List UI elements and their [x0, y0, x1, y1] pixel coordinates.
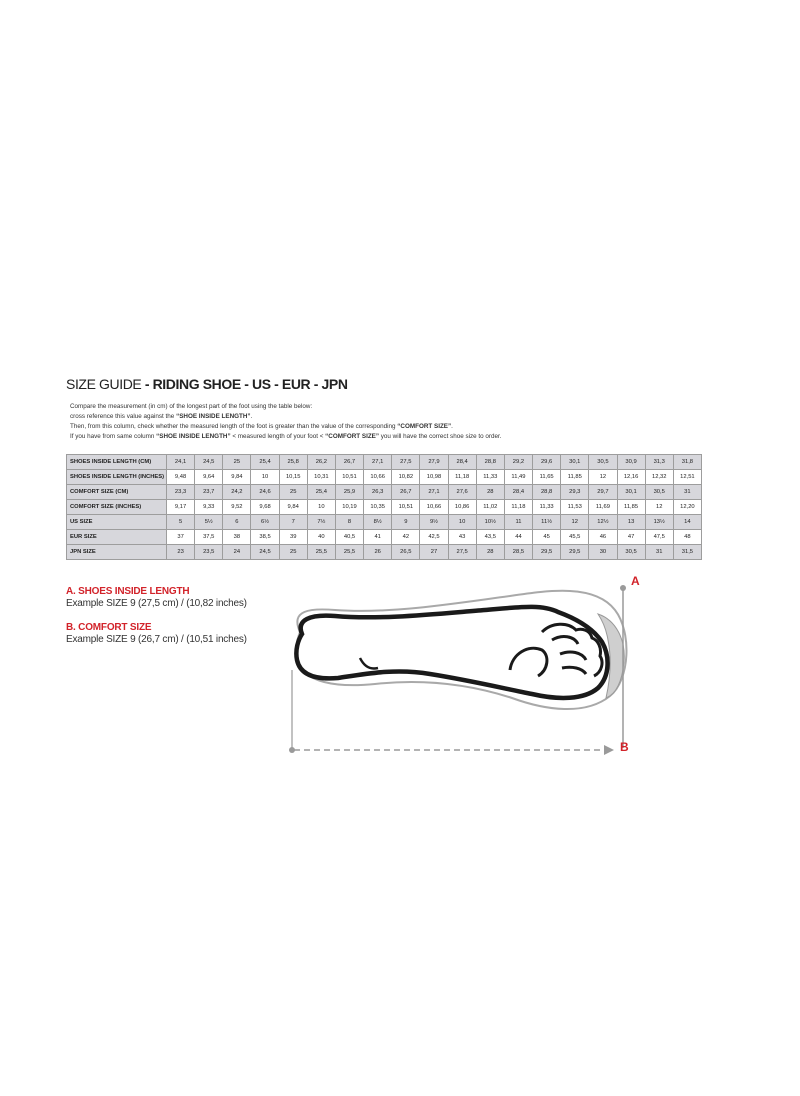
table-row	[67, 545, 702, 560]
instruction-line-4	[70, 432, 502, 442]
table-cell: 31	[673, 485, 701, 500]
table-cell: 30	[589, 545, 617, 560]
table-cell: 29,5	[533, 545, 561, 560]
table-cell: 9,17	[167, 500, 195, 515]
table-cell: 43	[448, 530, 476, 545]
table-cell: 9,48	[167, 470, 195, 485]
page-title	[66, 376, 348, 392]
table-cell: 10,31	[307, 470, 335, 485]
table-cell: 7	[279, 515, 307, 530]
legend-a	[66, 586, 247, 609]
table-cell: 27,6	[448, 485, 476, 500]
row-header: COMFORT SIZE (INCHES)	[67, 500, 167, 515]
table-cell: 23,5	[195, 545, 223, 560]
row-header: SHOES INSIDE LENGTH (CM)	[67, 455, 167, 470]
table-cell: 12,51	[673, 470, 701, 485]
guide-dot-a	[620, 585, 626, 591]
table-cell: 26,7	[335, 455, 363, 470]
instruction-emphasis: “COMFORT SIZE”	[397, 423, 452, 430]
table-cell: 24,2	[223, 485, 251, 500]
table-cell: 11,69	[589, 500, 617, 515]
table-cell: 27,1	[420, 485, 448, 500]
table-cell: 9,33	[195, 500, 223, 515]
instruction-line-1: Compare the measurement (in cm) of the longest part of the foot using the table below:	[70, 403, 313, 410]
table-cell: 12	[589, 470, 617, 485]
table-cell: 11,33	[533, 500, 561, 515]
table-cell: 30,5	[589, 455, 617, 470]
instruction-line-3	[70, 422, 502, 432]
table-cell: 10,35	[364, 500, 392, 515]
table-cell: 6½	[251, 515, 279, 530]
table-cell: 9,84	[223, 470, 251, 485]
table-cell: 10,19	[335, 500, 363, 515]
table-cell: 12,32	[645, 470, 673, 485]
table-cell: 31,8	[673, 455, 701, 470]
table-cell: 11,65	[533, 470, 561, 485]
table-row	[67, 485, 702, 500]
table-cell: 11,53	[561, 500, 589, 515]
table-cell: 38	[223, 530, 251, 545]
table-cell: 26,7	[392, 485, 420, 500]
table-row	[67, 515, 702, 530]
table-cell: 47	[617, 530, 645, 545]
table-cell: 41	[364, 530, 392, 545]
table-cell: 40	[307, 530, 335, 545]
table-cell: 10,51	[335, 470, 363, 485]
row-header: JPN SIZE	[67, 545, 167, 560]
table-cell: 28,5	[504, 545, 532, 560]
row-header: COMFORT SIZE (CM)	[67, 485, 167, 500]
table-cell: 10	[448, 515, 476, 530]
table-cell: 25,4	[307, 485, 335, 500]
table-cell: 29,2	[504, 455, 532, 470]
instruction-emphasis: “SHOE INSIDE LENGTH”	[156, 433, 231, 440]
table-cell: 28,4	[448, 455, 476, 470]
title-rest: - RIDING SHOE - US - EUR - JPN	[141, 376, 348, 392]
table-cell: 26,2	[307, 455, 335, 470]
table-cell: 30,5	[617, 545, 645, 560]
instruction-text: you will have the correct shoe size to order.	[379, 433, 502, 440]
instruction-emphasis: “SHOE INSIDE LENGTH”	[176, 413, 251, 420]
size-table	[66, 454, 702, 560]
table-cell: 25	[223, 455, 251, 470]
table-cell: 25,9	[335, 485, 363, 500]
table-cell: 11,33	[476, 470, 504, 485]
table-cell: 10	[251, 470, 279, 485]
table-cell: 25,8	[279, 455, 307, 470]
table-cell: 29,3	[561, 485, 589, 500]
table-row	[67, 470, 702, 485]
table-cell: 13	[617, 515, 645, 530]
instruction-text: Then, from this column, check whether the measured length of the foot is greater than the value of the corresponding	[70, 423, 398, 430]
table-cell: 13½	[645, 515, 673, 530]
table-cell: 29,6	[533, 455, 561, 470]
table-cell: 10	[307, 500, 335, 515]
table-cell: 24,5	[251, 545, 279, 560]
table-cell: 25,5	[307, 545, 335, 560]
table-cell: 27,1	[364, 455, 392, 470]
table-cell: 24,1	[167, 455, 195, 470]
table-cell: 10,15	[279, 470, 307, 485]
table-cell: 27,9	[420, 455, 448, 470]
marker-a: A	[631, 574, 640, 588]
table-cell: 24,5	[195, 455, 223, 470]
table-cell: 12½	[589, 515, 617, 530]
table-cell: 10,86	[448, 500, 476, 515]
instruction-line-2	[70, 412, 502, 422]
table-cell: 43,5	[476, 530, 504, 545]
table-cell: 24,6	[251, 485, 279, 500]
table-cell: 12	[561, 515, 589, 530]
table-cell: 42,5	[420, 530, 448, 545]
table-cell: 30,1	[617, 485, 645, 500]
table-cell: 8½	[364, 515, 392, 530]
title-lead: SIZE GUIDE	[66, 376, 142, 392]
foot-in-shoe-outline-icon	[280, 570, 650, 770]
table-cell: 45,5	[561, 530, 589, 545]
table-cell: 27,5	[448, 545, 476, 560]
table-cell: 11,18	[448, 470, 476, 485]
table-row	[67, 455, 702, 470]
instructions	[70, 402, 502, 442]
marker-b: B	[620, 740, 629, 754]
instruction-text: < measured length of your foot <	[230, 433, 326, 440]
table-cell: 48	[673, 530, 701, 545]
table-cell: 23	[167, 545, 195, 560]
table-cell: 11,02	[476, 500, 504, 515]
instruction-text: cross reference this value against the	[70, 413, 177, 420]
table-cell: 11,49	[504, 470, 532, 485]
table-cell: 37,5	[195, 530, 223, 545]
table-cell: 26	[364, 545, 392, 560]
table-cell: 10,98	[420, 470, 448, 485]
table-cell: 9,52	[223, 500, 251, 515]
table-cell: 10,66	[364, 470, 392, 485]
table-cell: 10,51	[392, 500, 420, 515]
legend-a-title: A. SHOES INSIDE LENGTH	[66, 586, 190, 597]
table-cell: 30,1	[561, 455, 589, 470]
table-cell: 28,4	[504, 485, 532, 500]
arrow-head-b	[604, 745, 614, 755]
table-cell: 30,9	[617, 455, 645, 470]
table-cell: 28,8	[476, 455, 504, 470]
table-cell: 6	[223, 515, 251, 530]
table-cell: 29,7	[589, 485, 617, 500]
table-cell: 44	[504, 530, 532, 545]
table-cell: 39	[279, 530, 307, 545]
table-row	[67, 500, 702, 515]
table-cell: 10,66	[420, 500, 448, 515]
table-cell: 10½	[476, 515, 504, 530]
table-cell: 25	[279, 545, 307, 560]
instruction-text: If you have from same column	[70, 433, 157, 440]
table-cell: 7½	[307, 515, 335, 530]
table-cell: 27	[420, 545, 448, 560]
table-cell: 47,5	[645, 530, 673, 545]
table-cell: 25	[279, 485, 307, 500]
table-cell: 45	[533, 530, 561, 545]
table-cell: 5	[167, 515, 195, 530]
table-cell: 30,5	[645, 485, 673, 500]
table-cell: 12,20	[673, 500, 701, 515]
table-cell: 25,4	[251, 455, 279, 470]
table-cell: 8	[335, 515, 363, 530]
table-cell: 24	[223, 545, 251, 560]
instruction-emphasis: “COMFORT SIZE”	[325, 433, 380, 440]
table-row	[67, 530, 702, 545]
table-cell: 9	[392, 515, 420, 530]
table-cell: 31,5	[673, 545, 701, 560]
table-cell: 11,85	[561, 470, 589, 485]
legend-b-title: B. COMFORT SIZE	[66, 622, 152, 633]
table-cell: 38,5	[251, 530, 279, 545]
table-cell: 12	[645, 500, 673, 515]
table-cell: 9,64	[195, 470, 223, 485]
table-cell: 11,85	[617, 500, 645, 515]
row-header: EUR SIZE	[67, 530, 167, 545]
table-cell: 11½	[533, 515, 561, 530]
table-cell: 23,3	[167, 485, 195, 500]
size-table-body	[67, 455, 702, 560]
table-cell: 9,68	[251, 500, 279, 515]
table-cell: 28,8	[533, 485, 561, 500]
instruction-text: .	[250, 413, 253, 420]
legend-a-text: Example SIZE 9 (27,5 cm) / (10,82 inches)	[66, 598, 247, 609]
table-cell: 29,5	[561, 545, 589, 560]
table-cell: 9½	[420, 515, 448, 530]
table-cell: 9,84	[279, 500, 307, 515]
row-header: SHOES INSIDE LENGTH (INCHES)	[67, 470, 167, 485]
legend-b	[66, 622, 247, 645]
table-cell: 31	[645, 545, 673, 560]
table-cell: 42	[392, 530, 420, 545]
table-cell: 26,5	[392, 545, 420, 560]
table-cell: 23,7	[195, 485, 223, 500]
instruction-text: .	[451, 423, 453, 430]
table-cell: 40,5	[335, 530, 363, 545]
table-cell: 46	[589, 530, 617, 545]
table-cell: 27,5	[392, 455, 420, 470]
table-cell: 37	[167, 530, 195, 545]
table-cell: 14	[673, 515, 701, 530]
table-cell: 25,5	[335, 545, 363, 560]
row-header: US SIZE	[67, 515, 167, 530]
legend-b-text: Example SIZE 9 (26,7 cm) / (10,51 inches)	[66, 634, 247, 645]
table-cell: 12,16	[617, 470, 645, 485]
table-cell: 26,3	[364, 485, 392, 500]
table-cell: 11	[504, 515, 532, 530]
table-cell: 28	[476, 545, 504, 560]
table-cell: 28	[476, 485, 504, 500]
table-cell: 10,82	[392, 470, 420, 485]
table-cell: 31,3	[645, 455, 673, 470]
table-cell: 11,18	[504, 500, 532, 515]
table-cell: 5½	[195, 515, 223, 530]
